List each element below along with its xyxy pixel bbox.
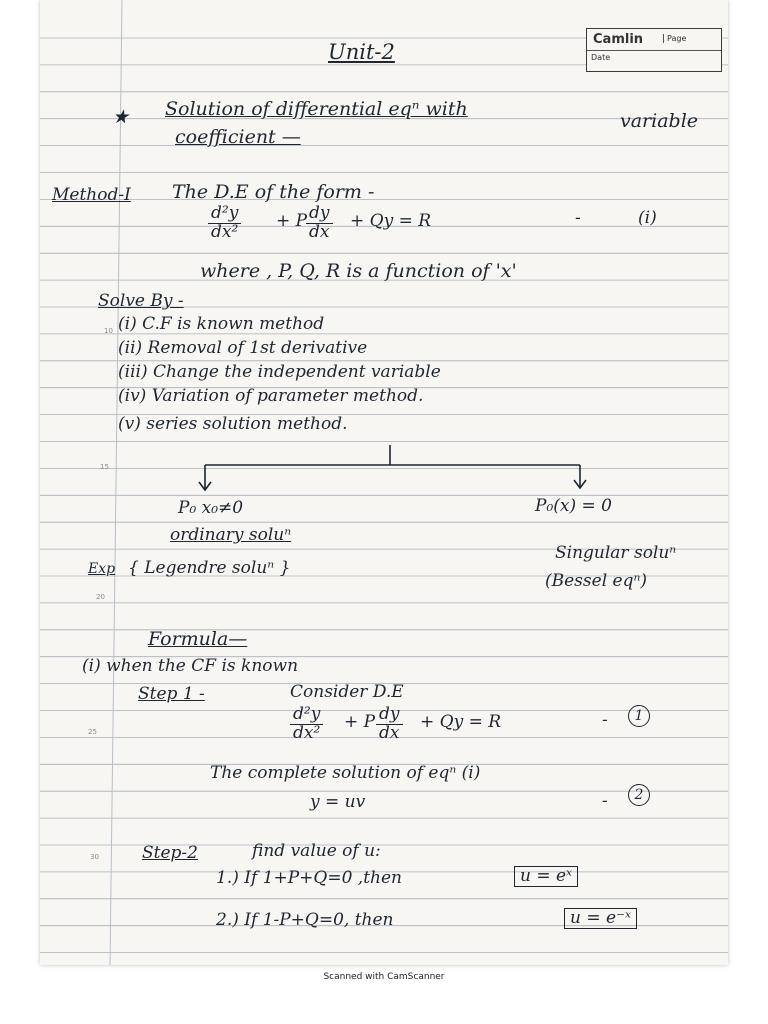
y-tag-circle: 2 bbox=[628, 784, 650, 806]
eq2-den-2: dx bbox=[379, 722, 400, 743]
eq2-num-1: d²y bbox=[290, 706, 323, 725]
intro-line-1: Solution of differential eqⁿ with bbox=[165, 98, 468, 120]
right-condition: P₀(x) = 0 bbox=[535, 496, 612, 516]
y-dash: - bbox=[602, 791, 608, 811]
margin-number-20: 20 bbox=[96, 593, 105, 601]
logo-brand: Camlin bbox=[593, 32, 644, 47]
eq2-tail: + Qy = R bbox=[420, 712, 502, 732]
eq2-frac-1 bbox=[290, 706, 323, 743]
step2-label: Step-2 bbox=[142, 843, 198, 863]
condition-2-result: u = e⁻ˣ bbox=[564, 908, 637, 929]
page-title: Unit-2 bbox=[328, 40, 395, 64]
eq1-tail: + Qy = R bbox=[350, 211, 432, 231]
eq1-mid: + P bbox=[276, 211, 308, 231]
intro-line-1-right: variable bbox=[620, 110, 699, 132]
left-condition: P₀ x₀≠0 bbox=[178, 498, 244, 518]
step1-text: Consider D.E bbox=[290, 682, 404, 702]
eq1-dash: - bbox=[575, 208, 581, 228]
intro-line-2: coefficient — bbox=[175, 126, 301, 148]
condition-2: 2.) If 1-P+Q=0, then bbox=[216, 910, 394, 930]
eq2-den-1: dx² bbox=[293, 722, 321, 743]
y-equals-uv: y = uv bbox=[310, 792, 366, 812]
solve-by-label: Solve By - bbox=[98, 291, 184, 311]
complete-solution-text: The complete solution of eqⁿ (i) bbox=[210, 763, 481, 783]
star-bullet: ★ bbox=[112, 106, 130, 128]
eq2-dash: - bbox=[602, 710, 608, 730]
bessel-equation: (Bessel eqⁿ) bbox=[545, 571, 647, 591]
eq1-num-1: d²y bbox=[208, 205, 241, 224]
solve-item-5: (v) series solution method. bbox=[118, 414, 348, 434]
margin-number-10: 10 bbox=[104, 327, 113, 335]
eq1-den-1: dx² bbox=[211, 221, 239, 242]
notebook-page bbox=[40, 0, 728, 965]
margin-number-15: 15 bbox=[100, 463, 109, 471]
eq2-tag bbox=[628, 705, 650, 727]
margin-number-25: 25 bbox=[88, 728, 97, 736]
step1-label: Step 1 - bbox=[138, 684, 205, 704]
formula-title: Formula— bbox=[148, 628, 248, 650]
solve-item-2: (ii) Removal of 1st derivative bbox=[118, 338, 368, 358]
solve-item-1: (i) C.F is known method bbox=[118, 314, 325, 334]
eq2-tag-circle: 1 bbox=[628, 705, 650, 727]
step2-text: find value of u: bbox=[252, 841, 381, 861]
ordinary-solution: ordinary soluⁿ bbox=[170, 525, 292, 545]
condition-1-result: u = eˣ bbox=[514, 866, 578, 887]
formula-item-1: (i) when the CF is known bbox=[82, 656, 299, 676]
logo-page-label: Page bbox=[663, 34, 686, 43]
logo-date-label: Date bbox=[591, 53, 611, 62]
branch-diagram bbox=[40, 0, 728, 965]
singular-solution: Singular soluⁿ bbox=[555, 543, 677, 563]
exp-label: Exp bbox=[88, 561, 116, 577]
solve-item-4: (iv) Variation of parameter method. bbox=[118, 386, 424, 406]
eq1-num-2: dy bbox=[306, 205, 333, 224]
y-tag bbox=[628, 784, 650, 806]
solve-item-3: (iii) Change the independent variable bbox=[118, 362, 441, 382]
eq1-den-2: dx bbox=[309, 221, 330, 242]
method-label: Method-I bbox=[52, 185, 131, 205]
eq2-frac-2 bbox=[376, 706, 403, 743]
method-text: The D.E of the form - bbox=[172, 181, 375, 203]
where-text: where , P, Q, R is a function of 'x' bbox=[200, 260, 517, 282]
scanner-footer: Scanned with CamScanner bbox=[323, 972, 445, 982]
condition-1: 1.) If 1+P+Q=0 ,then bbox=[216, 868, 403, 888]
eq1-tag: (i) bbox=[638, 208, 657, 228]
legendre-solution: { Legendre soluⁿ } bbox=[128, 558, 291, 578]
margin-number-30: 30 bbox=[90, 853, 99, 861]
eq2-mid: + P bbox=[344, 712, 376, 732]
eq2-num-2: dy bbox=[376, 706, 403, 725]
